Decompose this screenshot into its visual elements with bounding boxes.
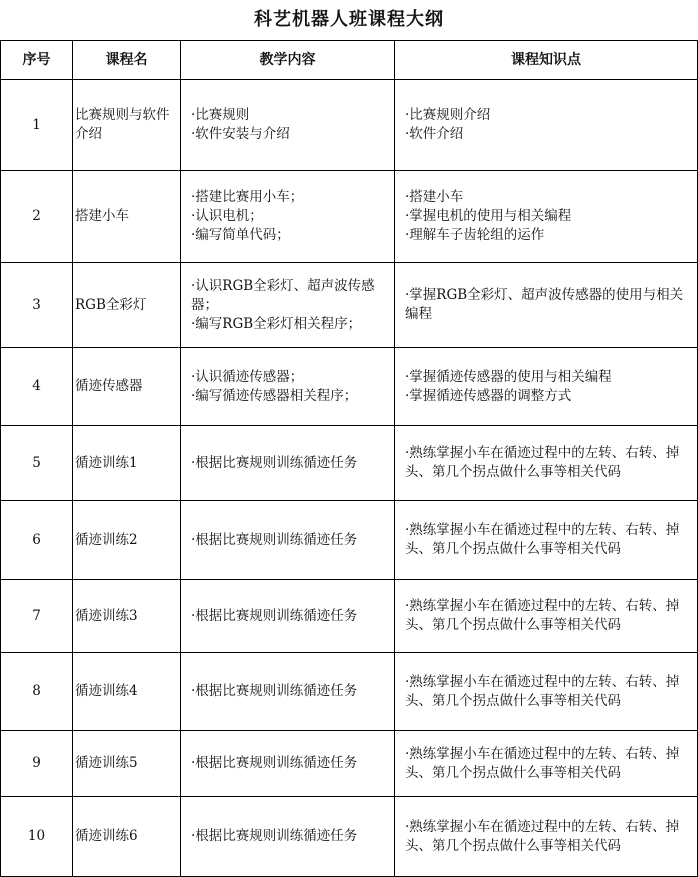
syllabus-table <box>0 40 698 877</box>
table-row <box>1 501 698 580</box>
cell-knowledge-points <box>395 501 698 580</box>
header-points: 课程知识点 <box>395 41 698 80</box>
header-name: 课程名 <box>73 41 181 80</box>
knowledge-item: ·掌握循迹传感器的调整方式 <box>405 387 572 404</box>
content-item: ·编写RGB全彩灯相关程序； <box>191 315 362 332</box>
table-row <box>1 348 698 426</box>
knowledge-item: ·比赛规则介绍 <box>405 107 491 123</box>
cell-course-name: 循迹训练3 <box>73 580 181 653</box>
knowledge-item: ·掌握RGB全彩灯、超声波传感器的使用与相关编程 <box>405 287 684 322</box>
table-row <box>1 263 698 348</box>
cell-teaching-content <box>181 731 395 797</box>
cell-teaching-content <box>181 797 395 877</box>
content-item: ·认识电机； <box>191 208 263 224</box>
cell-knowledge-points <box>395 653 698 731</box>
content-item: ·软件安装与介绍 <box>191 126 290 142</box>
content-item: ·根据比赛规则训练循迹任务 <box>191 683 358 699</box>
content-item: ·根据比赛规则训练循迹任务 <box>191 828 358 844</box>
content-item: ·根据比赛规则训练循迹任务 <box>191 531 358 548</box>
table-row <box>1 426 698 501</box>
content-item: ·根据比赛规则训练循迹任务 <box>191 755 358 771</box>
cell-course-name: 搭建小车 <box>73 171 181 263</box>
cell-knowledge-points <box>395 171 698 263</box>
cell-course-name: 比赛规则与软件介绍 <box>73 80 181 171</box>
cell-teaching-content <box>181 653 395 731</box>
cell-teaching-content <box>181 426 395 501</box>
knowledge-item: ·掌握循迹传感器的使用与相关编程 <box>405 368 612 385</box>
cell-num: 8 <box>1 653 73 731</box>
content-item: ·编写循迹传感器相关程序； <box>191 387 358 404</box>
content-item: ·认识循迹传感器； <box>191 368 304 385</box>
cell-teaching-content <box>181 348 395 426</box>
cell-teaching-content <box>181 171 395 263</box>
content-item: ·根据比赛规则训练循迹任务 <box>191 454 358 471</box>
cell-teaching-content <box>181 80 395 171</box>
cell-knowledge-points <box>395 580 698 653</box>
knowledge-item: ·熟练掌握小车在循迹过程中的左转、右转、掉头、第几个拐点做什么事等相关代码 <box>405 598 680 633</box>
knowledge-item: ·熟练掌握小车在循迹过程中的左转、右转、掉头、第几个拐点做什么事等相关代码 <box>405 745 680 781</box>
cell-teaching-content <box>181 501 395 580</box>
cell-course-name: 循迹传感器 <box>73 348 181 426</box>
cell-teaching-content <box>181 263 395 348</box>
table-row <box>1 653 698 731</box>
knowledge-item: ·熟练掌握小车在循迹过程中的左转、右转、掉头、第几个拐点做什么事等相关代码 <box>405 673 680 709</box>
cell-num: 6 <box>1 501 73 580</box>
cell-course-name: 循迹训练6 <box>73 797 181 877</box>
header-num: 序号 <box>1 41 73 80</box>
cell-course-name: RGB全彩灯 <box>73 263 181 348</box>
table-row <box>1 80 698 171</box>
cell-num: 1 <box>1 80 73 171</box>
cell-num: 4 <box>1 348 73 426</box>
table-row <box>1 797 698 877</box>
cell-knowledge-points <box>395 80 698 171</box>
cell-course-name: 循迹训练1 <box>73 426 181 501</box>
knowledge-item: ·软件介绍 <box>405 126 464 142</box>
knowledge-item: ·搭建小车 <box>405 189 464 205</box>
knowledge-item: ·熟练掌握小车在循迹过程中的左转、右转、掉头、第几个拐点做什么事等相关代码 <box>405 522 680 557</box>
cell-course-name: 循迹训练2 <box>73 501 181 580</box>
cell-knowledge-points <box>395 348 698 426</box>
content-item: ·认识RGB全彩灯、超声波传感器； <box>191 277 375 313</box>
cell-knowledge-points <box>395 797 698 877</box>
cell-teaching-content <box>181 580 395 653</box>
document-title: 科艺机器人班课程大纲 <box>254 9 444 30</box>
cell-knowledge-points <box>395 731 698 797</box>
content-item: ·比赛规则 <box>191 107 250 123</box>
cell-num: 7 <box>1 580 73 653</box>
knowledge-item: ·熟练掌握小车在循迹过程中的左转、右转、掉头、第几个拐点做什么事等相关代码 <box>405 818 680 854</box>
header-content: 教学内容 <box>181 41 395 80</box>
cell-knowledge-points <box>395 263 698 348</box>
content-item: ·编写简单代码； <box>191 227 290 243</box>
table-row <box>1 580 698 653</box>
content-item: ·根据比赛规则训练循迹任务 <box>191 607 358 624</box>
cell-course-name: 循迹训练5 <box>73 731 181 797</box>
cell-num: 10 <box>1 797 73 877</box>
table-row <box>1 731 698 797</box>
cell-num: 5 <box>1 426 73 501</box>
content-item: ·搭建比赛用小车； <box>191 189 304 205</box>
cell-course-name: 循迹训练4 <box>73 653 181 731</box>
knowledge-item: ·理解车子齿轮组的运作 <box>405 227 545 243</box>
knowledge-item: ·熟练掌握小车在循迹过程中的左转、右转、掉头、第几个拐点做什么事等相关代码 <box>405 445 680 480</box>
cell-knowledge-points <box>395 426 698 501</box>
cell-num: 3 <box>1 263 73 348</box>
table-header-row <box>1 41 698 80</box>
cell-num: 9 <box>1 731 73 797</box>
knowledge-item: ·掌握电机的使用与相关编程 <box>405 208 572 224</box>
cell-num: 2 <box>1 171 73 263</box>
table-row <box>1 171 698 263</box>
table-body <box>1 80 698 877</box>
